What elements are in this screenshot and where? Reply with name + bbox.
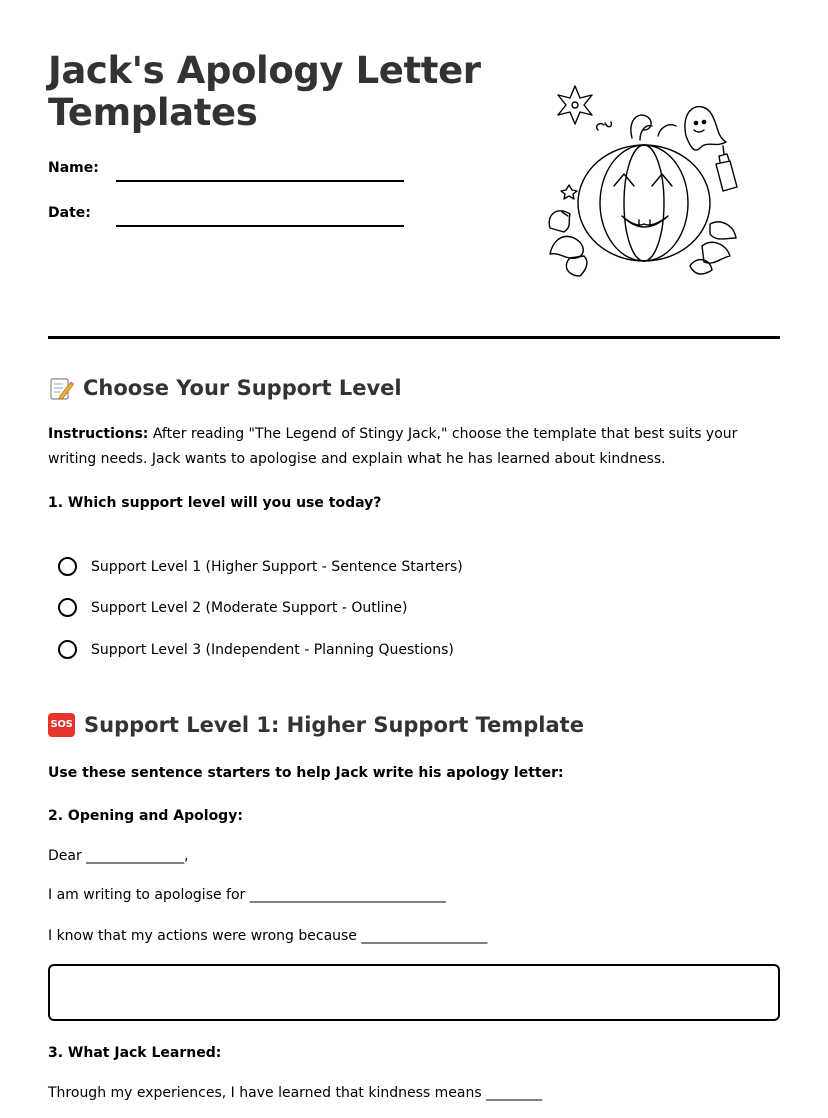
radio-option-level-1[interactable]: [58, 557, 463, 576]
radio-label: Support Level 1 (Higher Support - Sentence Starters): [91, 558, 463, 575]
date-label: Date:: [48, 205, 91, 221]
template-intro: Use these sentence starters to help Jack write his apology letter:: [48, 765, 564, 781]
sos-icon: SOS: [48, 713, 75, 737]
memo-icon: [48, 375, 74, 401]
radio-label: Support Level 2 (Moderate Support - Outline): [91, 599, 408, 616]
instructions-text: After reading "The Legend of Stingy Jack," choose the template that best suits your writing needs. Jack wants to apologise and explain what he has learned about kindness.: [48, 426, 738, 467]
ghost-icon: [685, 107, 726, 150]
pumpkin-illustration: [540, 78, 750, 288]
section-heading-text: Support Level 1: Higher Support Template: [84, 713, 584, 737]
radio-option-level-3[interactable]: [58, 640, 454, 659]
radio-button[interactable]: [58, 640, 77, 659]
answer-text-box[interactable]: [48, 964, 780, 1021]
page-title: Jack's Apology Letter Templates: [48, 49, 481, 134]
date-field[interactable]: [116, 225, 404, 227]
sentence-starter-dear: Dear ______________,: [48, 848, 189, 864]
question-2: 2. Opening and Apology:: [48, 808, 243, 824]
instructions-paragraph: [48, 422, 778, 472]
sentence-starter-kindness: Through my experiences, I have learned that kindness means ________: [48, 1085, 543, 1101]
radio-button[interactable]: [58, 598, 77, 617]
pumpkin-icon: [578, 145, 710, 261]
sentence-starter-wrong: I know that my actions were wrong because __________________: [48, 928, 488, 944]
section-heading-text: Choose Your Support Level: [83, 376, 402, 400]
radio-button[interactable]: [58, 557, 77, 576]
radio-option-level-2[interactable]: [58, 598, 407, 617]
section-heading-level-1: [48, 713, 584, 737]
name-field[interactable]: [116, 180, 404, 182]
question-1: 1. Which support level will you use today?: [48, 495, 382, 511]
name-label: Name:: [48, 160, 99, 176]
question-3: 3. What Jack Learned:: [48, 1045, 222, 1061]
instructions-label: Instructions:: [48, 426, 149, 442]
lantern-icon: [716, 146, 737, 191]
sentence-starter-apologise: I am writing to apologise for ____________________________: [48, 887, 446, 903]
radio-label: Support Level 3 (Independent - Planning Questions): [91, 641, 454, 658]
section-divider: [48, 336, 780, 339]
section-heading-support-level: [48, 375, 402, 401]
flower-icon: [558, 86, 592, 124]
